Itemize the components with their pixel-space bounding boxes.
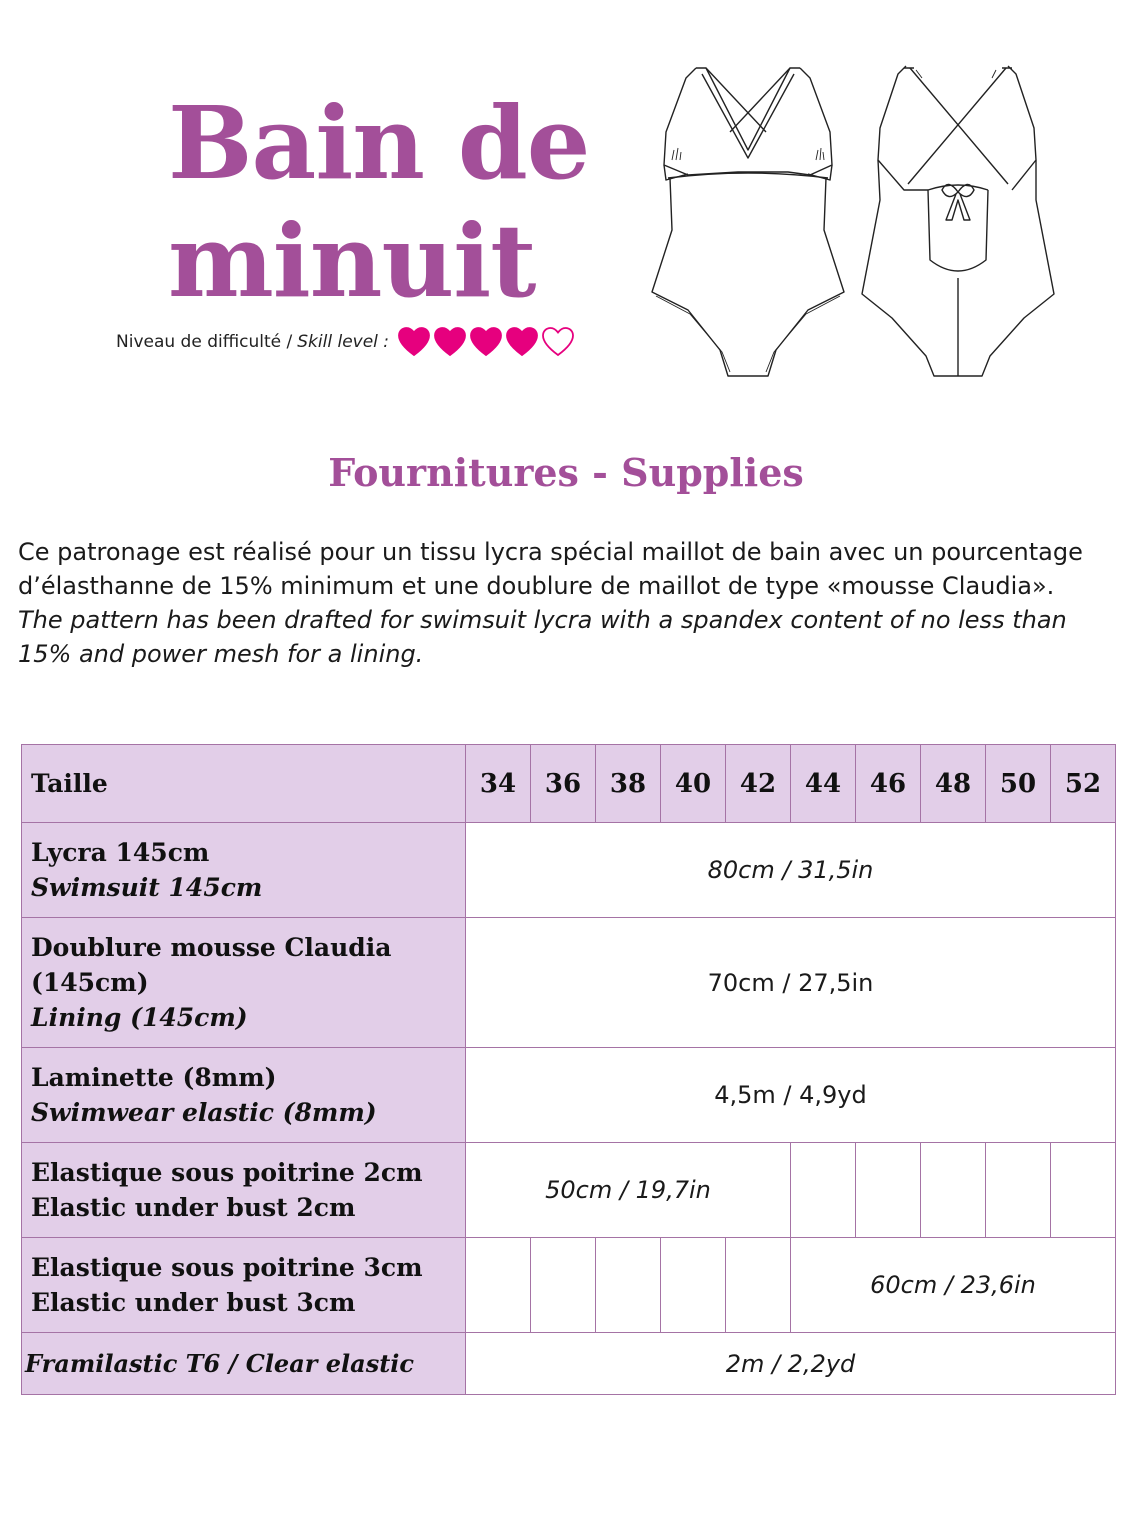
skill-label-fr: Niveau de difficulté / [116,332,293,352]
heart-filled-icon [505,326,539,358]
supplies-heading: Fournitures - Supplies [328,450,804,495]
row-value: 70cm / 27,5in [466,918,1116,1048]
intro-en: The pattern has been drafted for swimsuit lycra with a spandex content of no less than 15% and power mesh for a lining. [18,606,1067,668]
empty-cell [986,1143,1051,1238]
heart-empty-icon [541,326,575,358]
empty-cell [466,1238,531,1333]
size-40: 40 [661,745,726,823]
empty-cell [856,1143,921,1238]
empty-cell [791,1143,856,1238]
table-row [22,1143,1116,1238]
row-value: 50cm / 19,7in [466,1143,791,1238]
swimsuit-front-sketch [648,60,848,380]
empty-cell [726,1238,791,1333]
size-50: 50 [986,745,1051,823]
table-row [22,918,1116,1048]
row-label: Doublure mousse Claudia (145cm) Lining (145cm) [22,918,466,1048]
size-38: 38 [596,745,661,823]
pattern-title: Bain de minuit [168,84,590,320]
intro-text [18,535,1118,671]
row-value: 80cm / 31,5in [466,823,1116,918]
row-label: Laminette (8mm) Swimwear elastic (8mm) [22,1048,466,1143]
size-52: 52 [1051,745,1116,823]
size-46: 46 [856,745,921,823]
supplies-table [21,744,1116,1395]
heart-filled-icon [397,326,431,358]
skill-label-en: Skill level : [297,332,390,352]
size-36: 36 [531,745,596,823]
row-value: 4,5m / 4,9yd [466,1048,1116,1143]
row-label: Elastique sous poitrine 2cm Elastic under bust 2cm [22,1143,466,1238]
row-label: Framilastic T6 / Clear elastic [22,1333,466,1395]
size-42: 42 [726,745,791,823]
skill-hearts [397,326,575,358]
empty-cell [596,1238,661,1333]
empty-cell [921,1143,986,1238]
size-header-label: Taille [22,745,466,823]
row-label: Lycra 145cm Swimsuit 145cm [22,823,466,918]
empty-cell [531,1238,596,1333]
heart-filled-icon [469,326,503,358]
row-value: 2m / 2,2yd [466,1333,1116,1395]
heart-filled-icon [433,326,467,358]
row-value: 60cm / 23,6in [791,1238,1116,1333]
table-row [22,823,1116,918]
size-48: 48 [921,745,986,823]
row-label: Elastique sous poitrine 3cm Elastic under bust 3cm [22,1238,466,1333]
size-44: 44 [791,745,856,823]
empty-cell [1051,1143,1116,1238]
table-header-row [22,745,1116,823]
table-row [22,1333,1116,1395]
intro-fr: Ce patronage est réalisé pour un tissu lycra spécial maillot de bain avec un pourcentage d’élasthanne de 15% minimum et une doublure de maillot de type «mousse Claudia». [18,538,1083,600]
table-row [22,1238,1116,1333]
skill-level [116,326,575,358]
swimsuit-back-sketch [858,60,1058,380]
empty-cell [661,1238,726,1333]
size-34: 34 [466,745,531,823]
table-row [22,1048,1116,1143]
